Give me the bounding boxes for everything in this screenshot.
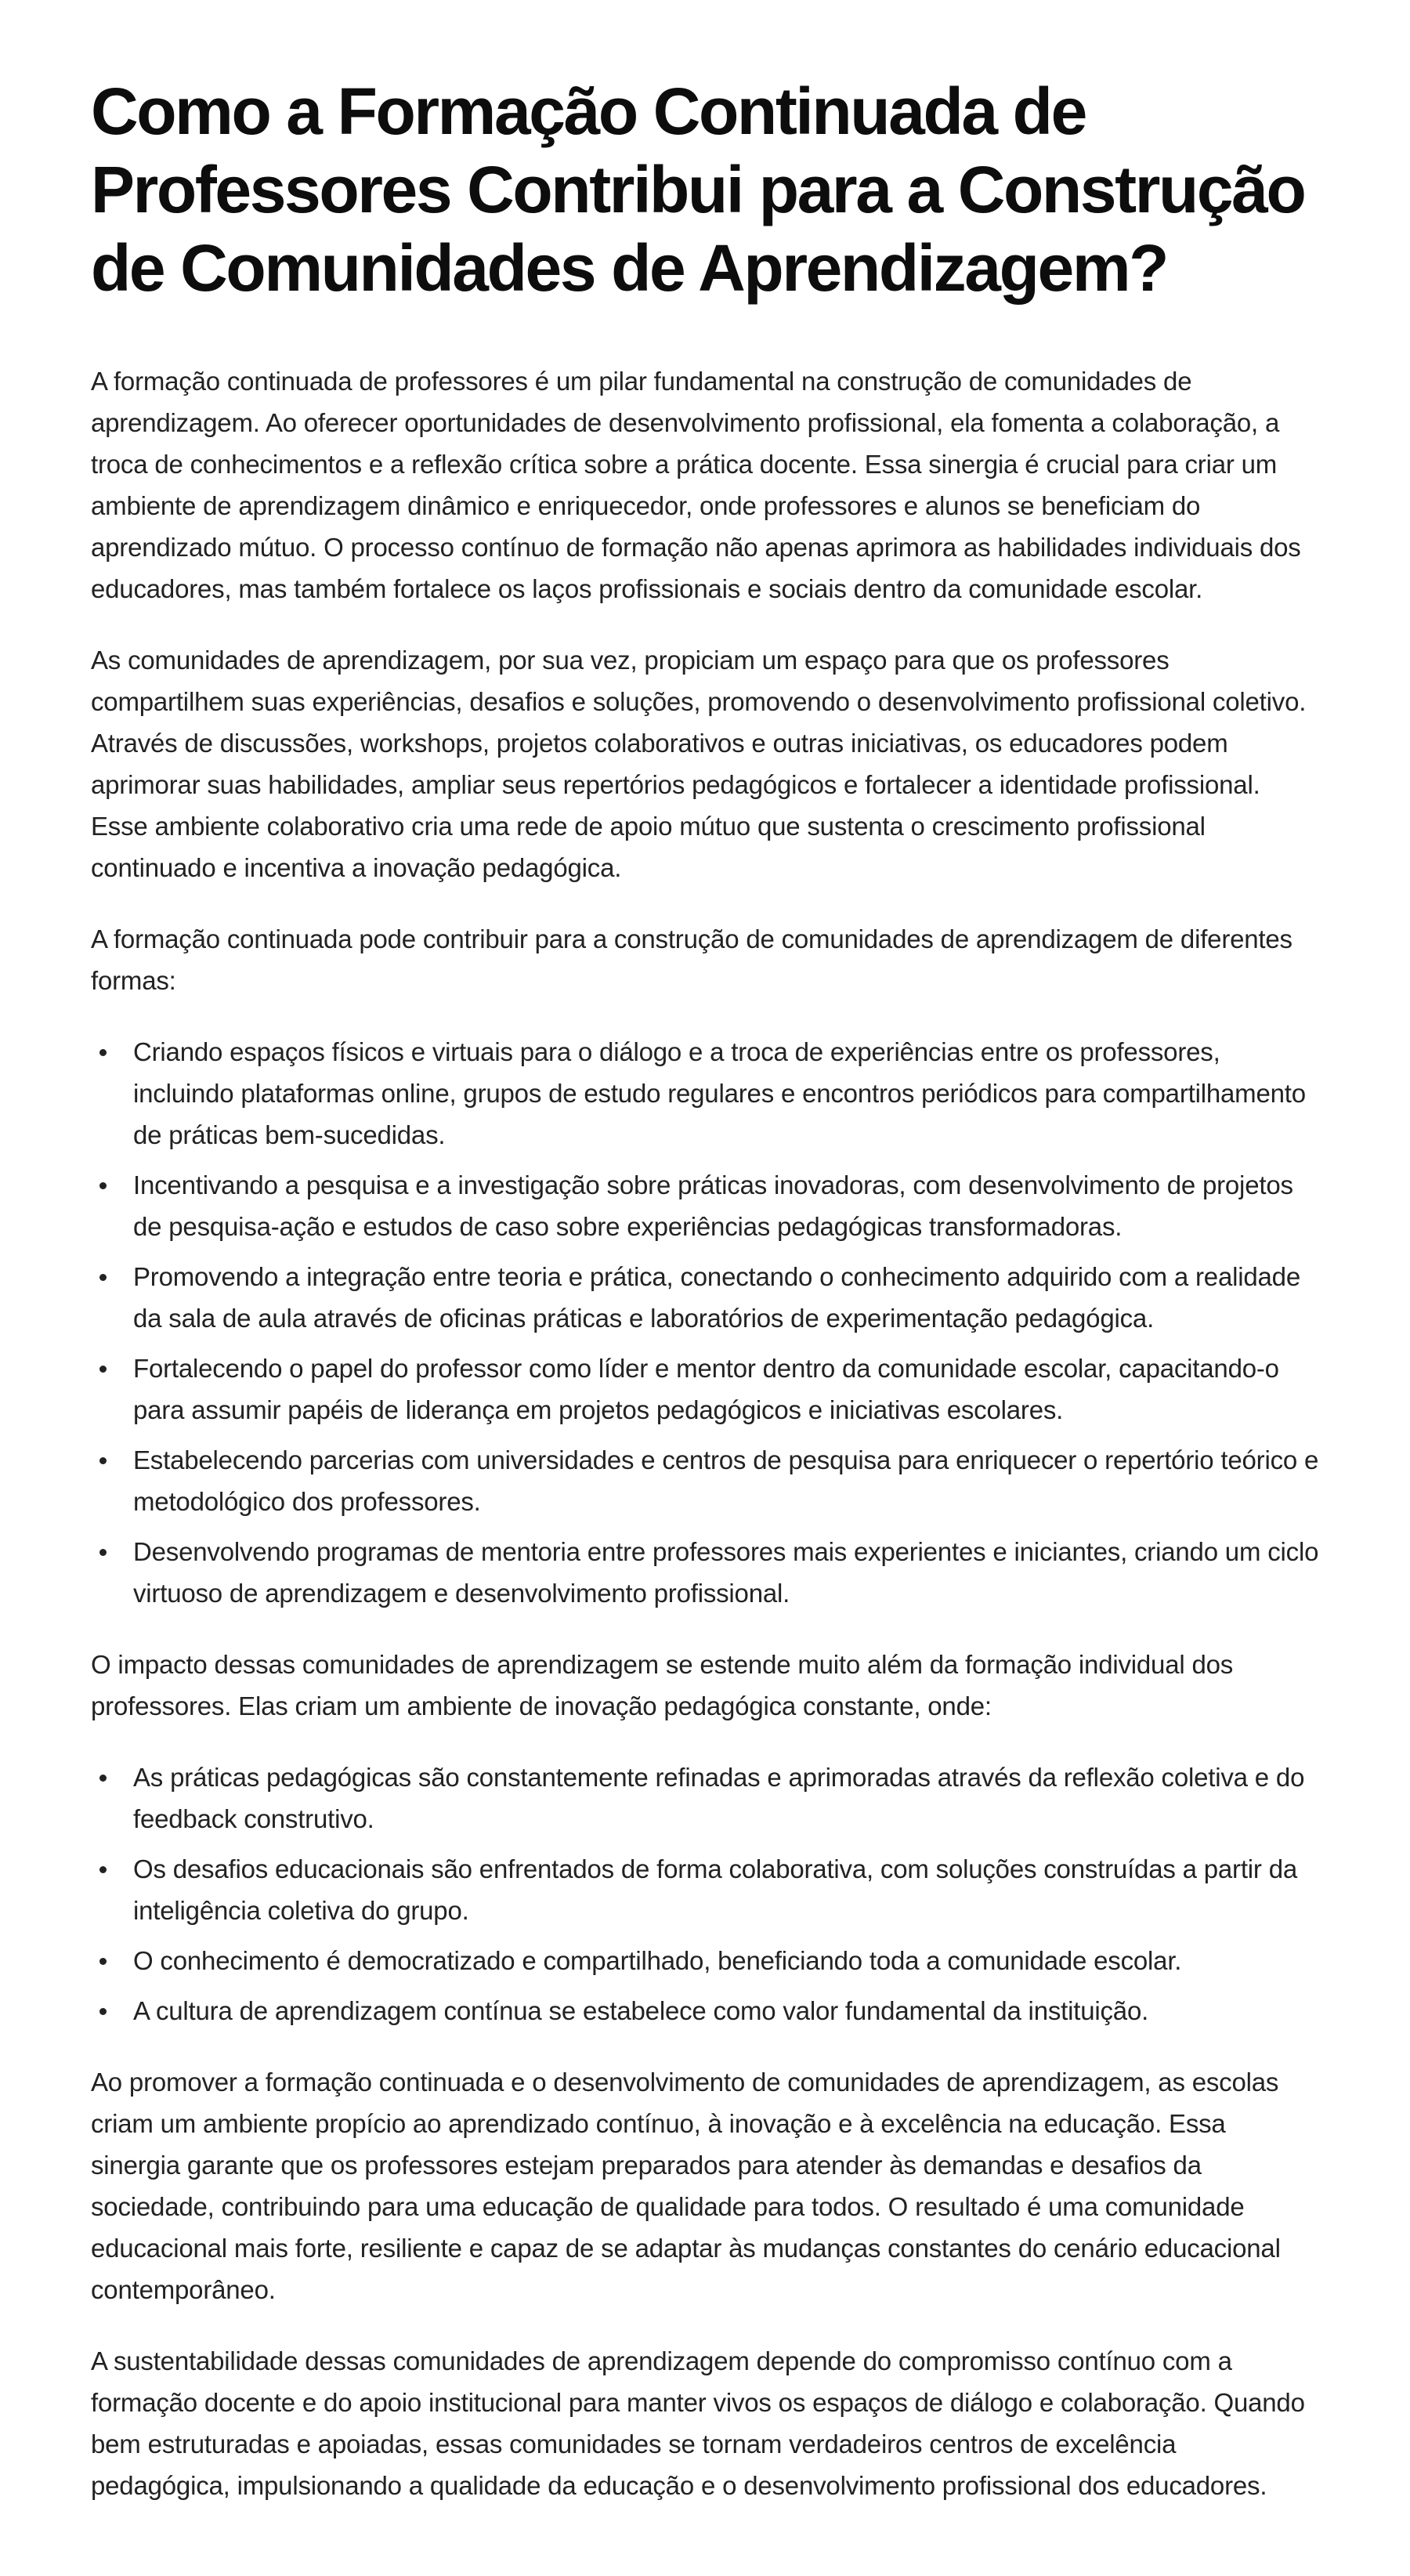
contributions-list — [91, 1031, 1319, 1614]
list-item: Fortalecendo o papel do professor como líder e mentor dentro da comunidade escolar, capacitando-o para assumir papéis de liderança em projetos pedagógicos e iniciativas escolares. — [133, 1348, 1319, 1431]
impact-list — [91, 1757, 1319, 2031]
list-item: A cultura de aprendizagem contínua se estabelece como valor fundamental da instituição. — [133, 1990, 1319, 2031]
intro-paragraph: A formação continuada de professores é um pilar fundamental na construção de comunidades de aprendizagem. Ao oferecer oportunidades de desenvolvimento profissional, ela fomenta a colaboração, a troca de conhecimentos e a reflexão crítica sobre a prática docente. Essa sinergia é crucial para criar um ambiente de aprendizagem dinâmico e enriquecedor, onde professores e alunos se beneficiam do aprendizado mútuo. O processo contínuo de formação não apenas aprimora as habilidades individuais dos educadores, mas também fortalece os laços profissionais e sociais dentro da comunidade escolar. — [91, 367, 1301, 603]
list-item: Incentivando a pesquisa e a investigação sobre práticas inovadoras, com desenvolvimento de projetos de pesquisa-ação e estudos de caso sobre experiências pedagógicas transformadoras. — [133, 1164, 1319, 1247]
list-item: Criando espaços físicos e virtuais para o diálogo e a troca de experiências entre os professores, incluindo plataformas online, grupos de estudo regulares e encontros periódicos para compartilhamento de práticas bem-sucedidas. — [133, 1031, 1319, 1156]
list-item: Promovendo a integração entre teoria e prática, conectando o conhecimento adquirido com a realidade da sala de aula através de oficinas práticas e laboratórios de experimentação pedagógica. — [133, 1256, 1319, 1339]
conclusion-paragraph: Ao promover a formação continuada e o desenvolvimento de comunidades de aprendizagem, as escolas criam um ambiente propício ao aprendizado contínuo, à inovação e à excelência na educação. Essa sinergia garante que os professores estejam preparados para atender às demandas e desafios da sociedade, contribuindo para uma educação de qualidade para todos. O resultado é uma comunidade educacional mais forte, resiliente e capaz de se adaptar às mudanças constantes do cenário educacional contemporâneo. — [91, 2068, 1281, 2304]
sustainability-paragraph: A sustentabilidade dessas comunidades de aprendizagem depende do compromisso contínuo com a formação docente e do apoio institucional para manter vivos os espaços de diálogo e colaboração. Quando bem estruturadas e apoiadas, essas comunidades se tornam verdadeiros centros de excelência pedagógica, impulsionando a qualidade da educação e o desenvolvimento profissional dos educadores. — [91, 2346, 1305, 2500]
list-item: Estabelecendo parcerias com universidades e centros de pesquisa para enriquecer o repertório teórico e metodológico dos professores. — [133, 1439, 1319, 1522]
list-item: Desenvolvendo programas de mentoria entre professores mais experientes e iniciantes, criando um ciclo virtuoso de aprendizagem e desenvolvimento profissional. — [133, 1531, 1319, 1614]
communities-paragraph: As comunidades de aprendizagem, por sua vez, propiciam um espaço para que os professores compartilhem suas experiências, desafios e soluções, promovendo o desenvolvimento profissional coletivo. Através de discussões, workshops, projetos colaborativos e outras iniciativas, os educadores podem aprimorar suas habilidades, ampliar seus repertórios pedagógicos e fortalecer a identidade profissional. Esse ambiente colaborativo cria uma rede de apoio mútuo que sustenta o crescimento profissional continuado e incentiva a inovação pedagógica. — [91, 646, 1307, 882]
list-item: Os desafios educacionais são enfrentados de forma colaborativa, com soluções construídas a partir da inteligência coletiva do grupo. — [133, 1848, 1319, 1931]
article-title: Como a Formação Continuada de Professores Contribui para a Construção de Comunidades de Aprendizagem? — [91, 74, 1305, 305]
contributions-lead-paragraph: A formação continuada pode contribuir para a construção de comunidades de aprendizagem de diferentes formas: — [91, 924, 1292, 995]
list-item: As práticas pedagógicas são constantemente refinadas e aprimoradas através da reflexão coletiva e do feedback construtivo. — [133, 1757, 1319, 1840]
list-item: O conhecimento é democratizado e compartilhado, beneficiando toda a comunidade escolar. — [133, 1940, 1319, 1981]
impact-lead-paragraph: O impacto dessas comunidades de aprendizagem se estende muito além da formação individual dos professores. Elas criam um ambiente de inovação pedagógica constante, onde: — [91, 1650, 1234, 1720]
